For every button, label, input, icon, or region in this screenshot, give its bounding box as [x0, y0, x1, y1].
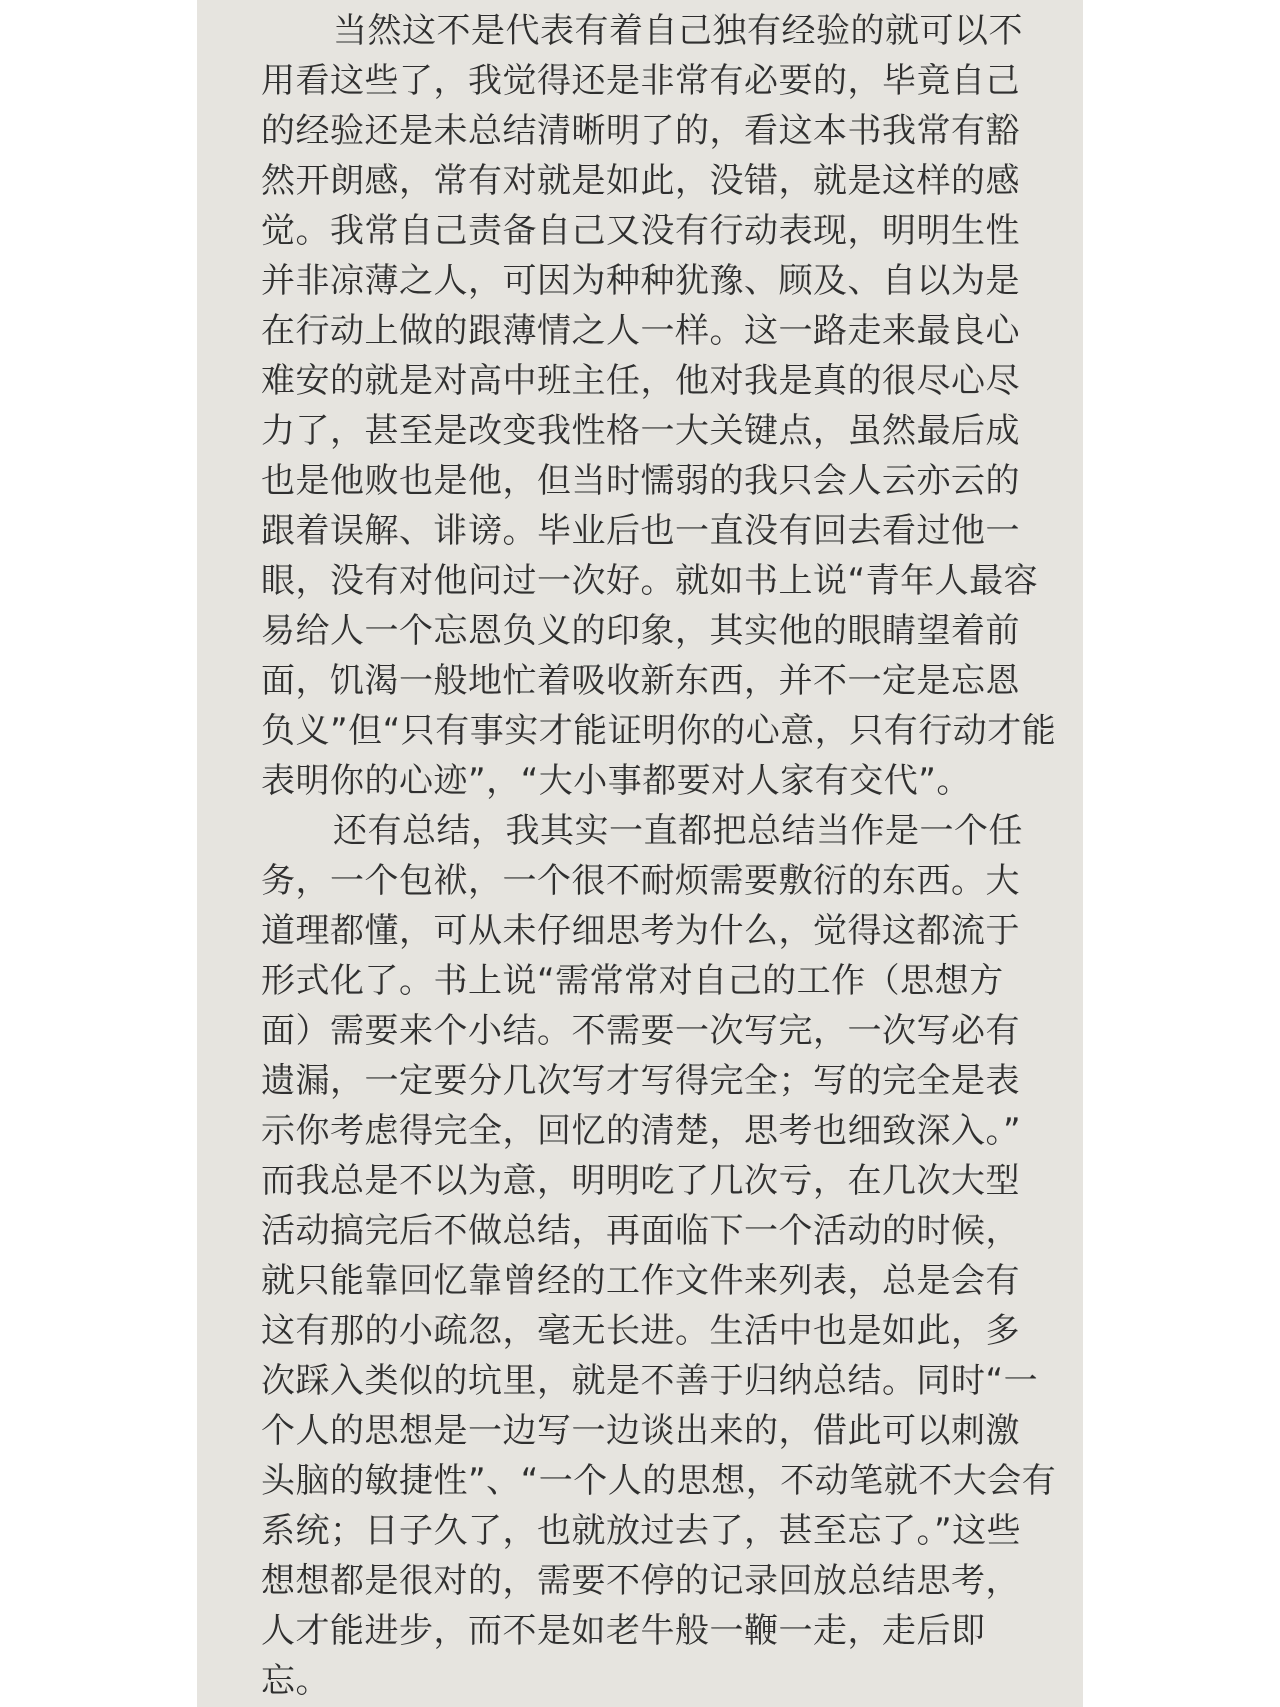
paragraph-2-line-13: 个人的思想是一边写一边谈出来的，借此可以刺激	[261, 1411, 1020, 1451]
paragraph-2-line-18: 忘。	[261, 1661, 330, 1701]
paragraph-1-line-12: 眼，没有对他问过一次好。就如书上说“青年人最容	[261, 561, 1039, 601]
paragraph-1-line-9: 力了，甚至是改变我性格一大关键点，虽然最后成	[261, 411, 1020, 451]
paragraph-2-line-10: 就只能靠回忆靠曾经的工作文件来列表，总是会有	[261, 1261, 1020, 1301]
paragraph-1-line-15: 负义”但“只有事实才能证明你的心意，只有行动才能	[261, 711, 1057, 751]
paragraph-1-line-1: 当然这不是代表有着自己独有经验的就可以不	[333, 11, 1023, 51]
paragraph-1-line-13: 易给人一个忘恩负义的印象，其实他的眼睛望着前	[261, 611, 1020, 651]
paragraph-2-line-14: 头脑的敏捷性”、“一个人的思想，不动笔就不大会有	[261, 1461, 1057, 1501]
paragraph-2-line-15: 系统；日子久了，也就放过去了，甚至忘了。”这些	[261, 1511, 1022, 1551]
paragraph-2-line-2: 务，一个包袱，一个很不耐烦需要敷衍的东西。大	[261, 861, 1020, 901]
paragraph-2-line-4: 形式化了。书上说“需常常对自己的工作（思想方	[261, 961, 1004, 1001]
paragraph-1-line-16: 表明你的心迹”，“大小事都要对人家有交代”。	[261, 761, 971, 801]
paragraph-1-line-11: 跟着误解、诽谤。毕业后也一直没有回去看过他一	[261, 511, 1020, 551]
paragraph-1-line-4: 然开朗感，常有对就是如此，没错，就是这样的感	[261, 161, 1020, 201]
paragraph-2-line-16: 想想都是很对的，需要不停的记录回放总结思考，	[261, 1561, 1020, 1601]
paragraph-1-line-3: 的经验还是未总结清晰明了的，看这本书我常有豁	[261, 111, 1020, 151]
paragraph-1-line-8: 难安的就是对高中班主任，他对我是真的很尽心尽	[261, 361, 1020, 401]
paragraph-2-line-11: 这有那的小疏忽，毫无长进。生活中也是如此，多	[261, 1311, 1020, 1351]
paragraph-2-line-8: 而我总是不以为意，明明吃了几次亏，在几次大型	[261, 1161, 1020, 1201]
paragraph-2-line-1: 还有总结，我其实一直都把总结当作是一个任	[333, 811, 1023, 851]
paragraph-1-line-2: 用看这些了，我觉得还是非常有必要的，毕竟自己	[261, 61, 1020, 101]
paragraph-1-line-7: 在行动上做的跟薄情之人一样。这一路走来最良心	[261, 311, 1020, 351]
paragraph-2-line-12: 次踩入类似的坑里，就是不善于归纳总结。同时“一	[261, 1361, 1039, 1401]
paragraph-2-line-6: 遗漏，一定要分几次写才写得完全；写的完全是表	[261, 1061, 1020, 1101]
paragraph-1-line-6: 并非凉薄之人，可因为种种犹豫、顾及、自以为是	[261, 261, 1020, 301]
paragraph-2-line-9: 活动搞完后不做总结，再面临下一个活动的时候，	[261, 1211, 1020, 1251]
document-text	[261, 6, 1057, 1706]
paragraph-1-line-14: 面，饥渴一般地忙着吸收新东西，并不一定是忘恩	[261, 661, 1020, 701]
paragraph-1-line-5: 觉。我常自己责备自己又没有行动表现，明明生性	[261, 211, 1020, 251]
paragraph-2-line-5: 面）需要来个小结。不需要一次写完，一次写必有	[261, 1011, 1020, 1051]
paragraph-2-line-7: 示你考虑得完全，回忆的清楚，思考也细致深入。”	[261, 1111, 1022, 1151]
paragraph-2-line-3: 道理都懂，可从未仔细思考为什么，觉得这都流于	[261, 911, 1020, 951]
paragraph-2-line-17: 人才能进步，而不是如老牛般一鞭一走，走后即	[261, 1611, 986, 1651]
paragraph-1-line-10: 也是他败也是他，但当时懦弱的我只会人云亦云的	[261, 461, 1020, 501]
